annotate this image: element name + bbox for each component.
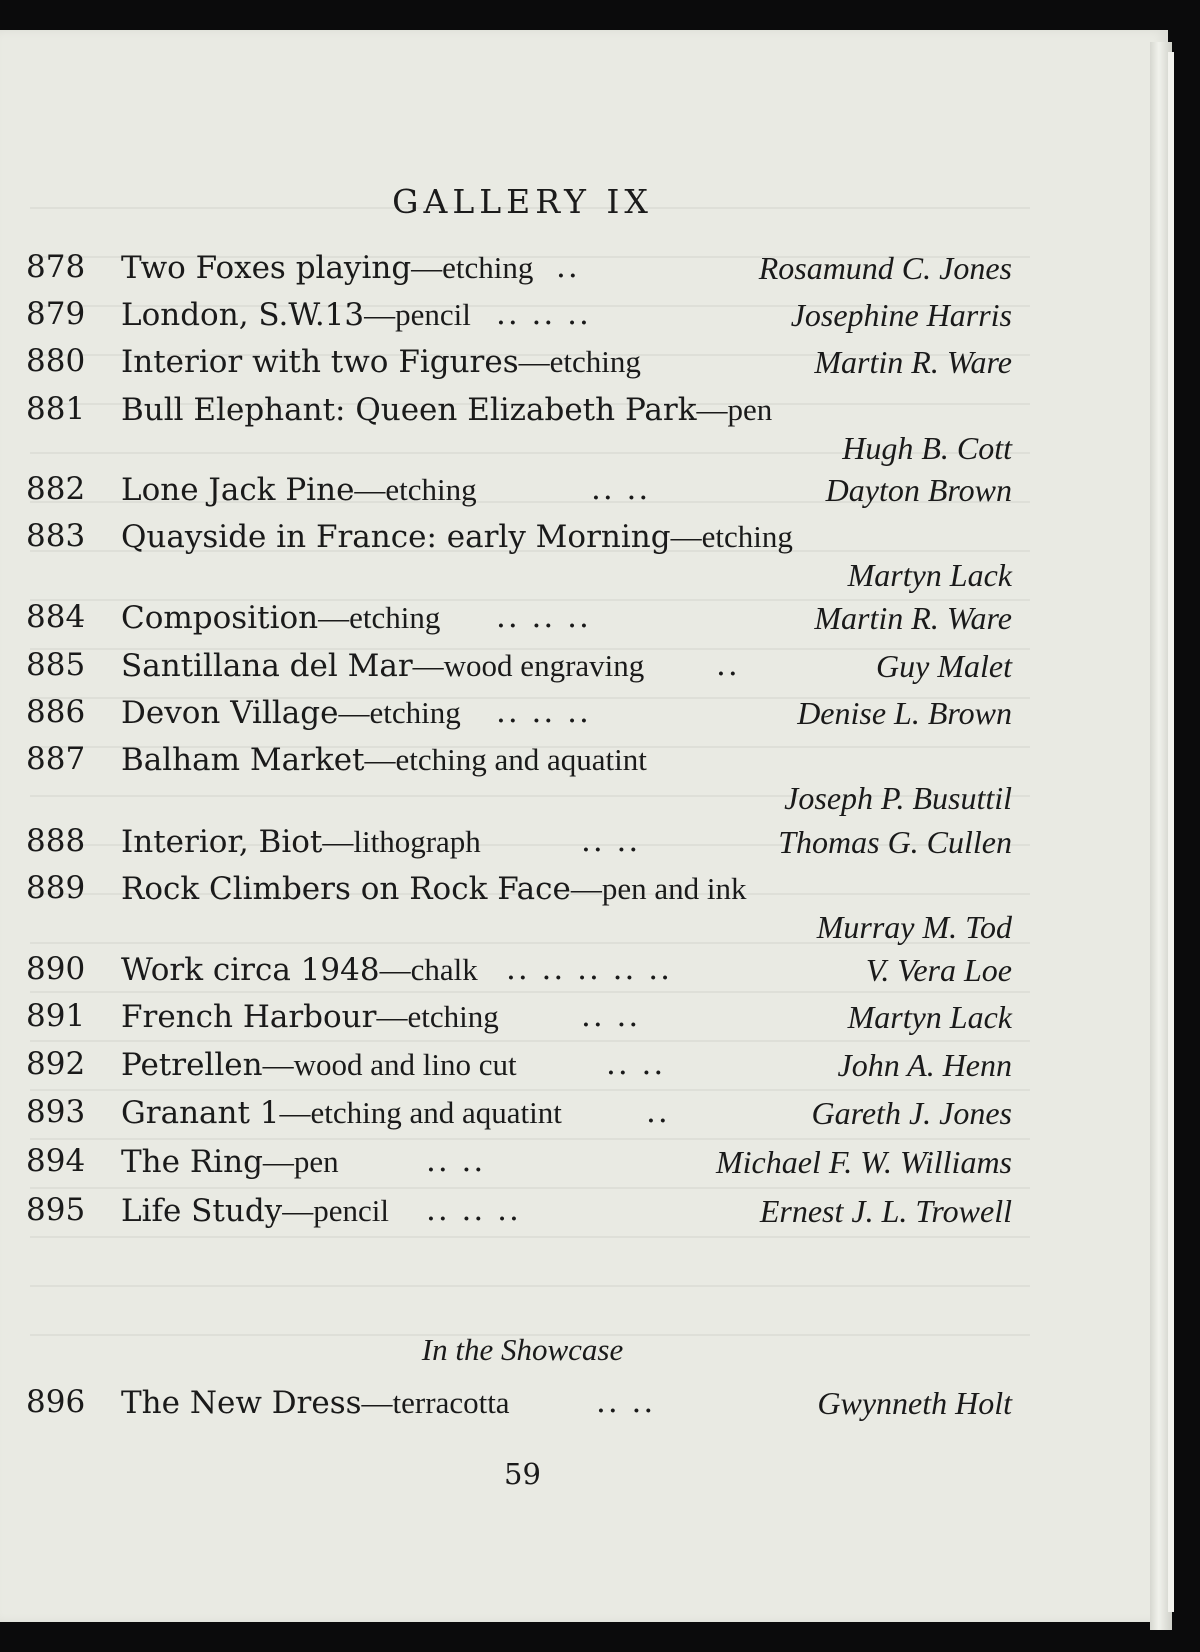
leader-dots: .. .. .. .. .. bbox=[506, 951, 672, 987]
entry-number: 891 bbox=[26, 998, 86, 1034]
artist-name: V. Vera Loe bbox=[865, 952, 1012, 988]
artist-name: Murray M. Tod bbox=[816, 909, 1012, 945]
leader-dots: .. bbox=[556, 249, 580, 285]
artist-name: Rosamund C. Jones bbox=[758, 250, 1012, 286]
entry-number: 878 bbox=[26, 249, 86, 285]
artist-name: Dayton Brown bbox=[825, 472, 1012, 508]
leader-dots: .. .. bbox=[581, 998, 641, 1034]
artist-name: Gareth J. Jones bbox=[811, 1095, 1012, 1131]
leader-dots: .. .. bbox=[591, 471, 651, 507]
entry-title: London, S.W.13—pencil bbox=[121, 297, 471, 333]
entry-title: Work circa 1948—chalk bbox=[121, 952, 478, 988]
artist-name: Hugh B. Cott bbox=[842, 430, 1012, 466]
leader-dots: .. .. .. bbox=[426, 1192, 521, 1228]
entry-title: Bull Elephant: Queen Elizabeth Park—pen bbox=[121, 392, 773, 428]
artist-name: Thomas G. Cullen bbox=[778, 824, 1012, 860]
artist-name: Josephine Harris bbox=[790, 297, 1012, 333]
artist-name: John A. Henn bbox=[837, 1047, 1012, 1083]
entry-number: 885 bbox=[26, 647, 86, 683]
artist-name: Martin R. Ware bbox=[814, 344, 1012, 380]
entry-number: 880 bbox=[26, 343, 86, 379]
entry-title: Rock Climbers on Rock Face—pen and ink bbox=[121, 871, 747, 907]
artist-name: Guy Malet bbox=[876, 648, 1012, 684]
leader-dots: .. .. bbox=[606, 1046, 666, 1082]
entry-number: 890 bbox=[26, 951, 86, 987]
gallery-title: GALLERY IX bbox=[392, 182, 653, 221]
entry-number: 893 bbox=[26, 1094, 86, 1130]
entry-number: 895 bbox=[26, 1192, 86, 1228]
entry-number: 894 bbox=[26, 1143, 86, 1179]
entry-number: 888 bbox=[26, 823, 86, 859]
showcase-heading: In the Showcase bbox=[421, 1332, 624, 1367]
leader-dots: .. .. .. bbox=[496, 694, 591, 730]
entry-title: Santillana del Mar—wood engraving bbox=[121, 648, 645, 684]
catalogue-entry bbox=[26, 391, 1012, 474]
entry-title: Balham Market—etching and aquatint bbox=[121, 742, 647, 778]
artist-name: Martyn Lack bbox=[847, 557, 1012, 593]
entry-number: 886 bbox=[26, 694, 86, 730]
entry-title: Devon Village—etching bbox=[121, 695, 461, 731]
entry-title: Granant 1—etching and aquatint bbox=[121, 1095, 562, 1131]
entry-title: The New Dress—terracotta bbox=[121, 1385, 510, 1421]
catalogue-entry bbox=[26, 870, 1012, 953]
entry-title: Interior with two Figures—etching bbox=[121, 344, 641, 380]
leader-dots: .. .. bbox=[596, 1384, 656, 1420]
entry-number: 882 bbox=[26, 471, 86, 507]
artist-name: Michael F. W. Williams bbox=[716, 1144, 1012, 1180]
entry-title: The Ring—pen bbox=[121, 1144, 339, 1180]
leader-dots: .. .. .. bbox=[496, 296, 591, 332]
entry-number: 883 bbox=[26, 518, 86, 554]
leader-dots: .. bbox=[646, 1094, 670, 1130]
page-edge-inner bbox=[1168, 52, 1174, 1612]
entry-number: 887 bbox=[26, 741, 86, 777]
entry-number: 892 bbox=[26, 1046, 86, 1082]
entry-number: 884 bbox=[26, 599, 86, 635]
entry-number: 896 bbox=[26, 1384, 86, 1420]
artist-name: Martin R. Ware bbox=[814, 600, 1012, 636]
entry-title: Two Foxes playing—etching bbox=[121, 250, 534, 286]
entry-title: French Harbour—etching bbox=[121, 999, 499, 1035]
entry-title: Composition—etching bbox=[121, 600, 441, 636]
entry-title: Life Study—pencil bbox=[121, 1193, 389, 1229]
entry-title: Petrellen—wood and lino cut bbox=[121, 1047, 517, 1083]
leader-dots: .. .. .. bbox=[496, 599, 591, 635]
entry-title: Quayside in France: early Morning—etching bbox=[121, 519, 793, 555]
artist-name: Martyn Lack bbox=[847, 999, 1012, 1035]
catalogue-entry bbox=[26, 518, 1012, 601]
entry-title: Lone Jack Pine—etching bbox=[121, 472, 477, 508]
page-number: 59 bbox=[504, 1457, 541, 1491]
entry-number: 889 bbox=[26, 870, 86, 906]
entry-number: 881 bbox=[26, 391, 86, 427]
artist-name: Denise L. Brown bbox=[797, 695, 1012, 731]
leader-dots: .. .. bbox=[581, 823, 641, 859]
artist-name: Ernest J. L. Trowell bbox=[759, 1193, 1012, 1229]
entry-number: 879 bbox=[26, 296, 86, 332]
entry-title: Interior, Biot—lithograph bbox=[121, 824, 481, 860]
artist-name: Joseph P. Busuttil bbox=[784, 780, 1012, 816]
leader-dots: .. .. bbox=[426, 1143, 486, 1179]
artist-name: Gwynneth Holt bbox=[817, 1385, 1012, 1421]
leader-dots: .. bbox=[716, 647, 740, 683]
catalogue-entry bbox=[26, 741, 1012, 824]
